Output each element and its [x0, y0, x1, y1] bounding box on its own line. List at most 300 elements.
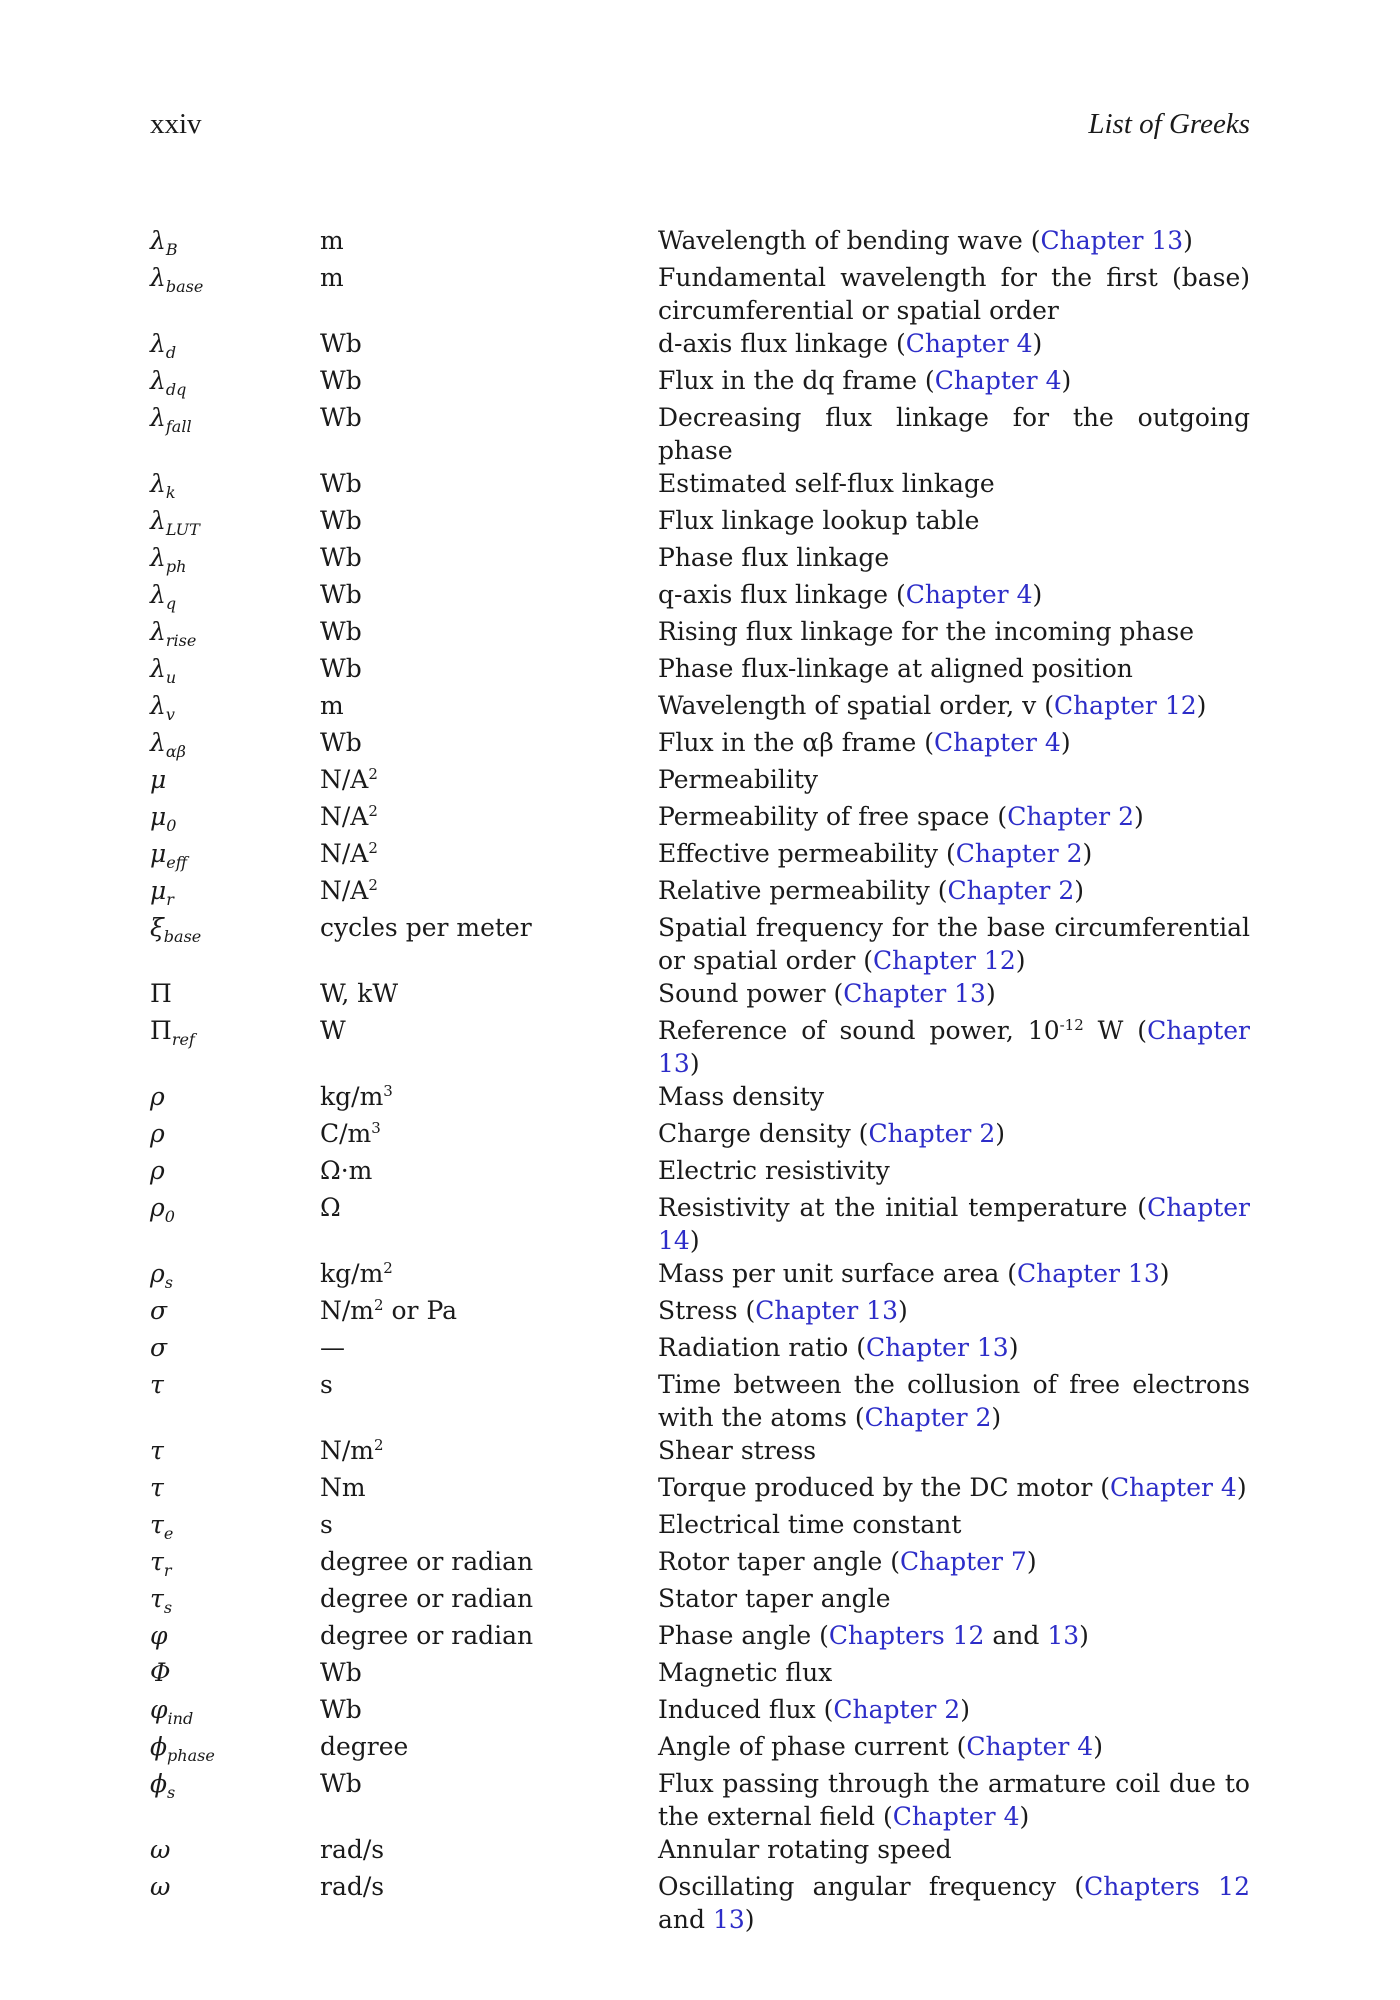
description-text: Effective permeability	[658, 839, 939, 868]
chapter-link[interactable]: Chapter 13	[866, 1333, 1009, 1362]
symbol-cell	[150, 1014, 320, 1080]
table-row	[150, 541, 1250, 578]
chapter-link[interactable]: Chapter 4	[892, 1802, 1020, 1831]
chapter-link[interactable]: Chapter 13	[658, 1016, 1250, 1078]
unit-text: Wb	[320, 366, 362, 395]
symbol: λ	[150, 506, 166, 535]
unit-cell	[320, 726, 658, 763]
table-row	[150, 1693, 1250, 1730]
symbol: λ	[150, 580, 166, 609]
unit-text: degree	[320, 1732, 409, 1761]
symbol-cell	[150, 1693, 320, 1730]
table-row	[150, 652, 1250, 689]
unit-superscript: 2	[383, 1259, 393, 1277]
unit-cell	[320, 224, 658, 261]
symbol-subscript: k	[165, 483, 176, 502]
chapter-link[interactable]: Chapter 12	[1053, 691, 1197, 720]
chapter-link[interactable]: Chapter 4	[934, 366, 1062, 395]
symbol-subscript: 0	[164, 1207, 175, 1226]
description-text: q-axis flux linkage	[658, 580, 888, 609]
symbol: Π	[150, 979, 172, 1008]
description-text: Phase flux-linkage at aligned position	[658, 654, 1133, 683]
unit-superscript: 2	[368, 876, 378, 894]
unit-cell	[320, 261, 658, 327]
unit-text: cycles per meter	[320, 913, 532, 942]
unit-cell	[320, 364, 658, 401]
chapter-link[interactable]: Chapter 13	[1017, 1259, 1160, 1288]
symbol: ρ	[150, 1082, 165, 1111]
table-row	[150, 1154, 1250, 1191]
unit-text: degree or radian	[320, 1621, 534, 1650]
table-row	[150, 1014, 1250, 1080]
unit-cell	[320, 504, 658, 541]
symbol: τ	[150, 1436, 164, 1465]
symbol-cell	[150, 1508, 320, 1545]
description-text: Rotor taper angle	[658, 1547, 883, 1576]
symbol: λ	[150, 543, 166, 572]
symbol-cell	[150, 1656, 320, 1693]
page-header	[150, 108, 1250, 148]
table-row	[150, 327, 1250, 364]
description-cell: d-axis flux linkage (Chapter 4)	[658, 329, 1043, 358]
unit-cell	[320, 1870, 658, 1936]
unit-cell	[320, 615, 658, 652]
description-cell: Charge density (Chapter 2)	[658, 1119, 1005, 1148]
description-text: Relative permeability	[658, 876, 930, 905]
table-row	[150, 1870, 1250, 1936]
chapter-link[interactable]: Chapter 12	[873, 946, 1016, 975]
table-row	[150, 1767, 1250, 1833]
unit-cell	[320, 763, 658, 800]
table-row	[150, 1117, 1250, 1154]
symbol: λ	[150, 469, 166, 498]
chapter-link[interactable]: 13	[712, 1905, 745, 1934]
description-text: Fundamental wavelength for the first (base) circumferential or spatial order	[658, 263, 1250, 325]
unit-cell	[320, 1257, 658, 1294]
chapter-link[interactable]: Chapter 4	[905, 580, 1033, 609]
chapter-link[interactable]: Chapter 2	[947, 876, 1075, 905]
symbol-cell	[150, 1833, 320, 1870]
table-row	[150, 1508, 1250, 1545]
description-superscript: -12	[1059, 1016, 1084, 1034]
unit-text: Wb	[320, 1658, 362, 1687]
unit-text: N/m	[320, 1296, 375, 1325]
chapter-link[interactable]: Chapter 2	[864, 1403, 992, 1432]
symbol-cell	[150, 874, 320, 911]
symbol: ξ	[150, 913, 164, 942]
chapter-link[interactable]: Chapter 13	[843, 979, 986, 1008]
description-text: Sound power	[658, 979, 826, 1008]
table-row	[150, 874, 1250, 911]
symbol: μ	[150, 802, 167, 831]
description-text: Mass density	[658, 1082, 825, 1111]
unit-cell	[320, 327, 658, 364]
symbol-subscript: dq	[165, 380, 187, 399]
description-cell: Torque produced by the DC motor (Chapter 4)	[658, 1473, 1247, 1502]
symbol-cell	[150, 1434, 320, 1471]
description-text: Flux passing through the armature coil due to the external field	[658, 1769, 1250, 1831]
table-row	[150, 364, 1250, 401]
symbol: φ	[150, 1695, 168, 1724]
table-row	[150, 1368, 1250, 1434]
table-row	[150, 504, 1250, 541]
chapter-link[interactable]: Chapter 13	[1040, 226, 1184, 255]
symbol: τ	[150, 1584, 164, 1613]
table-row	[150, 1294, 1250, 1331]
unit-cell	[320, 578, 658, 615]
table-row	[150, 1545, 1250, 1582]
symbol: μ	[150, 765, 167, 794]
description-cell: Resistivity at the initial temperature (Chapter 14)	[658, 1193, 1251, 1255]
symbol-subscript: LUT	[165, 520, 200, 539]
unit-text: Wb	[320, 728, 362, 757]
symbol: τ	[150, 1370, 164, 1399]
unit-text: Wb	[320, 1695, 362, 1724]
symbol: ϕ	[150, 1769, 168, 1798]
unit-cell	[320, 689, 658, 726]
symbol: λ	[150, 366, 166, 395]
symbol-subscript: fall	[165, 417, 192, 436]
table-row	[150, 1730, 1250, 1767]
unit-text: Ω	[320, 1193, 341, 1222]
unit-cell	[320, 1434, 658, 1471]
symbol-cell	[150, 541, 320, 578]
table-row	[150, 261, 1250, 327]
symbol: ρ	[150, 1156, 165, 1185]
unit-text: Wb	[320, 1769, 362, 1798]
description-cell	[658, 401, 1250, 467]
description-cell: Sound power (Chapter 13)	[658, 979, 996, 1008]
symbol-cell	[150, 1730, 320, 1767]
unit-cell	[320, 874, 658, 911]
greek-symbols-table	[150, 224, 1250, 1936]
description-cell: Spatial frequency for the base circumferential or spatial order (Chapter 12)	[658, 913, 1250, 975]
unit-text: Wb	[320, 403, 362, 432]
symbol-subscript: αβ	[165, 742, 186, 761]
unit-cell	[320, 1014, 658, 1080]
description-cell: Phase angle (Chapters 12 and 13)	[658, 1621, 1089, 1650]
symbol-cell	[150, 1368, 320, 1434]
symbol-cell	[150, 726, 320, 763]
symbol-cell	[150, 504, 320, 541]
description-text: Oscillating angular frequency	[658, 1872, 1057, 1901]
unit-cell	[320, 652, 658, 689]
unit-text: N/A	[320, 839, 369, 868]
symbol-subscript: v	[165, 705, 175, 724]
description-text: Electrical time constant	[658, 1510, 962, 1539]
symbol: μ	[150, 876, 167, 905]
description-cell	[658, 1582, 1250, 1619]
description-cell	[658, 541, 1250, 578]
symbol-subscript: ph	[165, 557, 187, 576]
description-cell	[658, 652, 1250, 689]
chapter-link[interactable]: Chapters 12	[1084, 1872, 1250, 1901]
symbol-cell	[150, 1257, 320, 1294]
description-text: Permeability	[658, 765, 819, 794]
chapter-link[interactable]: Chapter 2	[833, 1695, 961, 1724]
symbol-cell	[150, 1154, 320, 1191]
description-text: Torque produced by the DC motor	[658, 1473, 1093, 1502]
table-row	[150, 977, 1250, 1014]
symbol-subscript: d	[165, 343, 177, 362]
symbol-subscript: s	[167, 1783, 176, 1802]
unit-cell	[320, 1767, 658, 1833]
symbol-cell	[150, 837, 320, 874]
description-cell: Effective permeability (Chapter 2)	[658, 839, 1093, 868]
unit-text: Wb	[320, 654, 362, 683]
description-cell: Wavelength of bending wave (Chapter 13)	[658, 226, 1193, 255]
description-text: Angle of phase current	[658, 1732, 949, 1761]
unit-text: m	[320, 263, 344, 292]
description-text: Charge density	[658, 1119, 851, 1148]
description-cell: Induced flux (Chapter 2)	[658, 1695, 970, 1724]
table-row	[150, 1619, 1250, 1656]
unit-cell	[320, 1154, 658, 1191]
symbol: λ	[150, 654, 166, 683]
symbol-cell	[150, 467, 320, 504]
symbol-cell	[150, 1582, 320, 1619]
chapter-link[interactable]: Chapter 7	[900, 1547, 1027, 1576]
symbol: λ	[150, 263, 166, 292]
unit-text: N/A	[320, 765, 369, 794]
chapter-link[interactable]: Chapter 2	[955, 839, 1083, 868]
unit-text: Wb	[320, 617, 362, 646]
unit-cell	[320, 1117, 658, 1154]
unit-text: Wb	[320, 329, 362, 358]
unit-cell	[320, 1619, 658, 1656]
chapter-link[interactable]: Chapter 4	[934, 728, 1061, 757]
symbol: τ	[150, 1510, 164, 1539]
symbol: ω	[150, 1872, 171, 1901]
unit-superscript: 3	[371, 1119, 381, 1137]
description-cell	[658, 615, 1250, 652]
symbol-cell	[150, 1331, 320, 1368]
unit-cell	[320, 1368, 658, 1434]
unit-text: C/m	[320, 1119, 372, 1148]
unit-cell	[320, 1730, 658, 1767]
symbol-cell	[150, 1191, 320, 1257]
description-cell	[658, 1080, 1250, 1117]
table-row	[150, 1434, 1250, 1471]
unit-cell	[320, 837, 658, 874]
table-row	[150, 726, 1250, 763]
unit-text: kg/m	[320, 1082, 384, 1111]
symbol-cell	[150, 1767, 320, 1833]
table-row	[150, 615, 1250, 652]
description-cell: Time between the collusion of free electrons with the atoms (Chapter 2)	[658, 1370, 1250, 1432]
symbol: Π	[150, 1016, 172, 1045]
description-cell: Angle of phase current (Chapter 4)	[658, 1732, 1103, 1761]
symbol: λ	[150, 403, 166, 432]
symbol-rows	[150, 224, 1250, 1936]
unit-text: N/A	[320, 802, 369, 831]
description-cell: Rotor taper angle (Chapter 7)	[658, 1547, 1037, 1576]
unit-cell	[320, 1331, 658, 1368]
table-row	[150, 578, 1250, 615]
symbol-cell	[150, 261, 320, 327]
table-row	[150, 467, 1250, 504]
unit-text: rad/s	[320, 1835, 385, 1864]
symbol: λ	[150, 691, 166, 720]
unit-superscript: 2	[368, 839, 378, 857]
symbol-subscript: s	[163, 1598, 173, 1617]
unit-cell	[320, 467, 658, 504]
symbol-subscript: e	[163, 1524, 174, 1543]
symbol: λ	[150, 617, 166, 646]
symbol: ρ	[150, 1119, 165, 1148]
description-cell: Relative permeability (Chapter 2)	[658, 876, 1085, 905]
symbol: λ	[150, 728, 166, 757]
symbol-subscript: eff	[166, 853, 188, 872]
unit-superscript: 2	[374, 1296, 384, 1314]
unit-superscript: 2	[368, 802, 378, 820]
symbol-cell	[150, 1294, 320, 1331]
symbol-subscript: s	[164, 1273, 173, 1292]
unit-text: degree or radian	[320, 1584, 534, 1613]
table-row	[150, 401, 1250, 467]
description-cell: Flux in the dq frame (Chapter 4)	[658, 366, 1072, 395]
table-row	[150, 1331, 1250, 1368]
unit-superscript: 2	[368, 765, 378, 783]
symbol-cell	[150, 364, 320, 401]
symbol-cell	[150, 578, 320, 615]
chapter-link[interactable]: Chapters 12	[828, 1621, 985, 1650]
symbol-cell	[150, 615, 320, 652]
table-row	[150, 1191, 1250, 1257]
running-title: List of Greeks	[1088, 108, 1250, 140]
symbol-subscript: r	[163, 1561, 172, 1580]
unit-text: m	[320, 226, 344, 255]
unit-superscript: 2	[374, 1436, 384, 1454]
chapter-link[interactable]: Chapter 4	[905, 329, 1033, 358]
symbol-cell	[150, 224, 320, 261]
unit-text: Nm	[320, 1473, 366, 1502]
unit-cell	[320, 1656, 658, 1693]
description-cell: Radiation ratio (Chapter 13)	[658, 1333, 1019, 1362]
unit-text: Ω·m	[320, 1156, 373, 1185]
description-text: Flux linkage lookup table	[658, 506, 980, 535]
unit-cell	[320, 977, 658, 1014]
symbol-subscript: 0	[166, 816, 177, 835]
symbol: τ	[150, 1473, 164, 1502]
symbol-cell	[150, 1080, 320, 1117]
unit-text: N/A	[320, 876, 369, 905]
description-text: Phase flux linkage	[658, 543, 890, 572]
chapter-link[interactable]: Chapter 2	[868, 1119, 996, 1148]
table-row	[150, 224, 1250, 261]
chapter-link[interactable]: Chapter 2	[1007, 802, 1134, 831]
description-cell	[658, 763, 1250, 800]
symbol-cell	[150, 1117, 320, 1154]
unit-cell	[320, 1833, 658, 1870]
description-text: Radiation ratio	[658, 1333, 849, 1362]
unit-cell	[320, 1693, 658, 1730]
description-cell	[658, 1508, 1250, 1545]
description-cell	[658, 1154, 1250, 1191]
table-row	[150, 837, 1250, 874]
description-text: d-axis flux linkage	[658, 329, 888, 358]
description-cell: Oscillating angular frequency (Chapters 12 and 13)	[658, 1872, 1250, 1934]
description-cell: Permeability of free space (Chapter 2)	[658, 802, 1144, 831]
description-cell	[658, 1434, 1250, 1471]
symbol-cell	[150, 1471, 320, 1508]
symbol: τ	[150, 1547, 164, 1576]
description-cell: Stress (Chapter 13)	[658, 1296, 908, 1325]
symbol: φ	[150, 1621, 168, 1650]
symbol-cell	[150, 401, 320, 467]
symbol-subscript: r	[166, 890, 174, 909]
table-row	[150, 1471, 1250, 1508]
chapter-link[interactable]: Chapter 4	[1110, 1473, 1237, 1502]
unit-text: Wb	[320, 469, 362, 498]
description-text: Flux in the dq frame	[658, 366, 917, 395]
description-text: Shear stress	[658, 1436, 817, 1465]
symbol-subscript: B	[165, 240, 178, 259]
unit-cell	[320, 541, 658, 578]
unit-cell	[320, 1582, 658, 1619]
symbol-cell	[150, 652, 320, 689]
description-text: Time between the collusion of free electrons with the atoms	[658, 1370, 1250, 1432]
symbol-subscript: base	[165, 277, 204, 296]
symbol: σ	[150, 1296, 168, 1325]
description-text: Magnetic flux	[658, 1658, 833, 1687]
description-text: Estimated self-flux linkage	[658, 469, 995, 498]
chapter-link[interactable]: Chapter 13	[755, 1296, 898, 1325]
unit-cell	[320, 800, 658, 837]
description-text: Reference of sound power, 10	[658, 1016, 1060, 1045]
symbol: λ	[150, 226, 166, 255]
description-cell	[658, 261, 1250, 327]
description-text: Stress	[658, 1296, 738, 1325]
description-text: Permeability of free space	[658, 802, 990, 831]
unit-cell	[320, 1508, 658, 1545]
description-text: Mass per unit surface area	[658, 1259, 1000, 1288]
table-row	[150, 800, 1250, 837]
unit-cell	[320, 401, 658, 467]
description-cell: Reference of sound power, $10^{-12}$ W (Chapter 13)	[658, 1016, 1250, 1078]
unit-text: m	[320, 691, 344, 720]
table-row	[150, 1833, 1250, 1870]
chapter-link[interactable]: Chapter 14	[658, 1193, 1251, 1255]
unit-suffix: or Pa	[383, 1296, 458, 1325]
symbol-cell	[150, 800, 320, 837]
symbol: ρ	[150, 1259, 165, 1288]
description-cell	[658, 1656, 1250, 1693]
description-text: Flux in the αβ frame	[658, 728, 917, 757]
symbol-subscript: u	[165, 668, 177, 687]
symbol: μ	[150, 839, 167, 868]
symbol-subscript: phase	[167, 1746, 215, 1765]
symbol-cell	[150, 977, 320, 1014]
description-text: Phase angle	[658, 1621, 812, 1650]
symbol-subscript: q	[165, 594, 177, 613]
description-text: Induced flux	[658, 1695, 816, 1724]
chapter-link[interactable]: Chapter 4	[966, 1732, 1094, 1761]
unit-text: Wb	[320, 543, 362, 572]
symbol: σ	[150, 1333, 168, 1362]
unit-text: s	[320, 1370, 333, 1399]
description-cell	[658, 504, 1250, 541]
chapter-link[interactable]: 13	[1047, 1621, 1080, 1650]
description-suffix: W	[1083, 1016, 1124, 1045]
symbol: ϕ	[150, 1732, 168, 1761]
unit-text: —	[320, 1333, 345, 1362]
unit-text: degree or radian	[320, 1547, 534, 1576]
unit-superscript: 3	[383, 1082, 393, 1100]
symbol: Φ	[150, 1658, 171, 1687]
unit-cell	[320, 1294, 658, 1331]
symbol: ρ	[150, 1193, 165, 1222]
